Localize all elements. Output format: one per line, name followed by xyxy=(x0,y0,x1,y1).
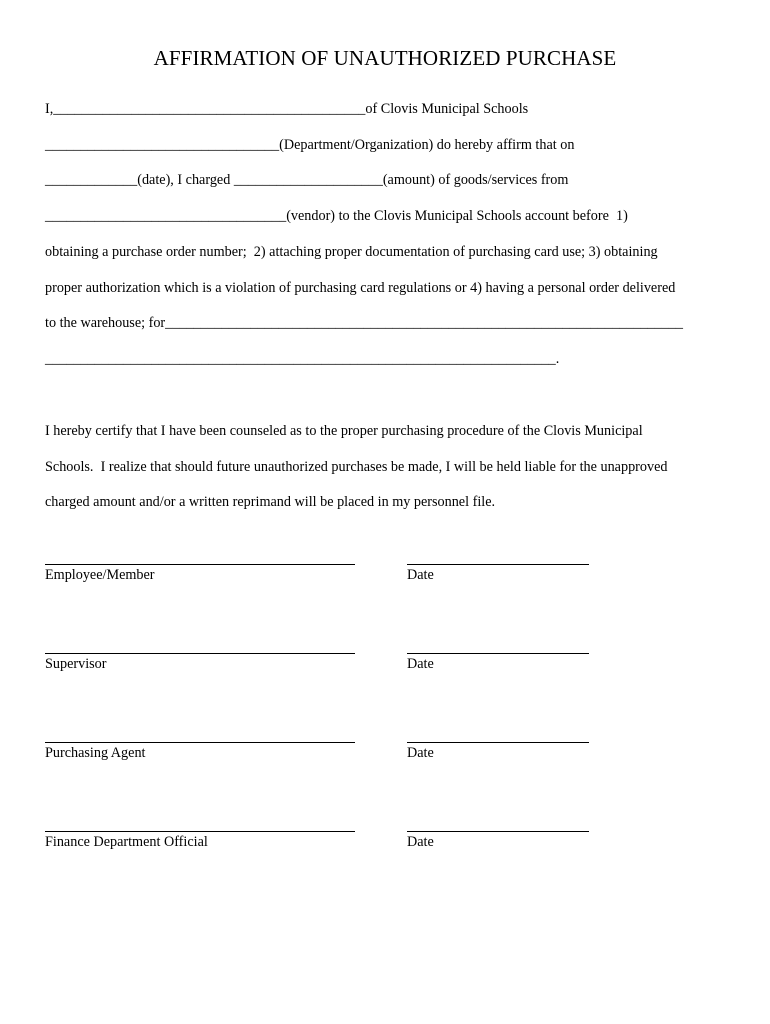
affirmation-line-reason-1: obtaining a purchase order number; 2) attaching proper documentation of purchasing card use; 3) obtaining xyxy=(45,244,658,260)
affirmation-line-purpose-cont: ________________________________________________________________________. xyxy=(45,351,560,367)
date-line xyxy=(407,831,589,832)
signature-label: Supervisor xyxy=(45,656,107,672)
signature-purchasing-agent xyxy=(45,742,355,762)
signature-label: Employee/Member xyxy=(45,567,155,583)
date-label: Date xyxy=(407,745,434,761)
date-line xyxy=(407,564,589,565)
affirmation-line-name: I,____________________________________________of Clovis Municipal Schools xyxy=(45,101,529,117)
signature-line xyxy=(45,564,355,565)
signature-line xyxy=(45,742,355,743)
affirmation-line-department: _________________________________(Department/Organization) do hereby affirm that on xyxy=(45,137,575,153)
date-purchasing-agent xyxy=(407,742,589,762)
signature-line xyxy=(45,653,355,654)
date-line xyxy=(407,653,589,654)
date-label: Date xyxy=(407,656,434,672)
signature-employee xyxy=(45,564,355,584)
affirmation-line-purpose: to the warehouse; for_________________________________________________________________________ xyxy=(45,315,684,331)
date-supervisor xyxy=(407,653,589,673)
affirmation-line-reason-2: proper authorization which is a violation of purchasing card regulations or 4) having a personal order delivered xyxy=(45,280,676,296)
certification-line-1: I hereby certify that I have been counseled as to the proper purchasing procedure of the Clovis Municipal xyxy=(45,423,643,439)
signature-line xyxy=(45,831,355,832)
date-line xyxy=(407,742,589,743)
date-label: Date xyxy=(407,567,434,583)
affirmation-line-vendor: __________________________________(vendor) to the Clovis Municipal Schools account before 1) xyxy=(45,208,628,224)
certification-line-3: charged amount and/or a written reprimand will be placed in my personnel file. xyxy=(45,494,496,510)
date-employee xyxy=(407,564,589,584)
signature-supervisor xyxy=(45,653,355,673)
signature-label: Finance Department Official xyxy=(45,834,208,850)
date-label: Date xyxy=(407,834,434,850)
page-title: AFFIRMATION OF UNAUTHORIZED PURCHASE xyxy=(153,46,617,70)
signature-label: Purchasing Agent xyxy=(45,745,146,761)
affirmation-line-date-amount: _____________(date), I charged _____________________(amount) of goods/services from xyxy=(45,172,569,188)
signature-finance-official xyxy=(45,831,355,851)
certification-line-2: Schools. I realize that should future unauthorized purchases be made, I will be held liable for the unapproved xyxy=(45,459,668,475)
date-finance-official xyxy=(407,831,589,851)
